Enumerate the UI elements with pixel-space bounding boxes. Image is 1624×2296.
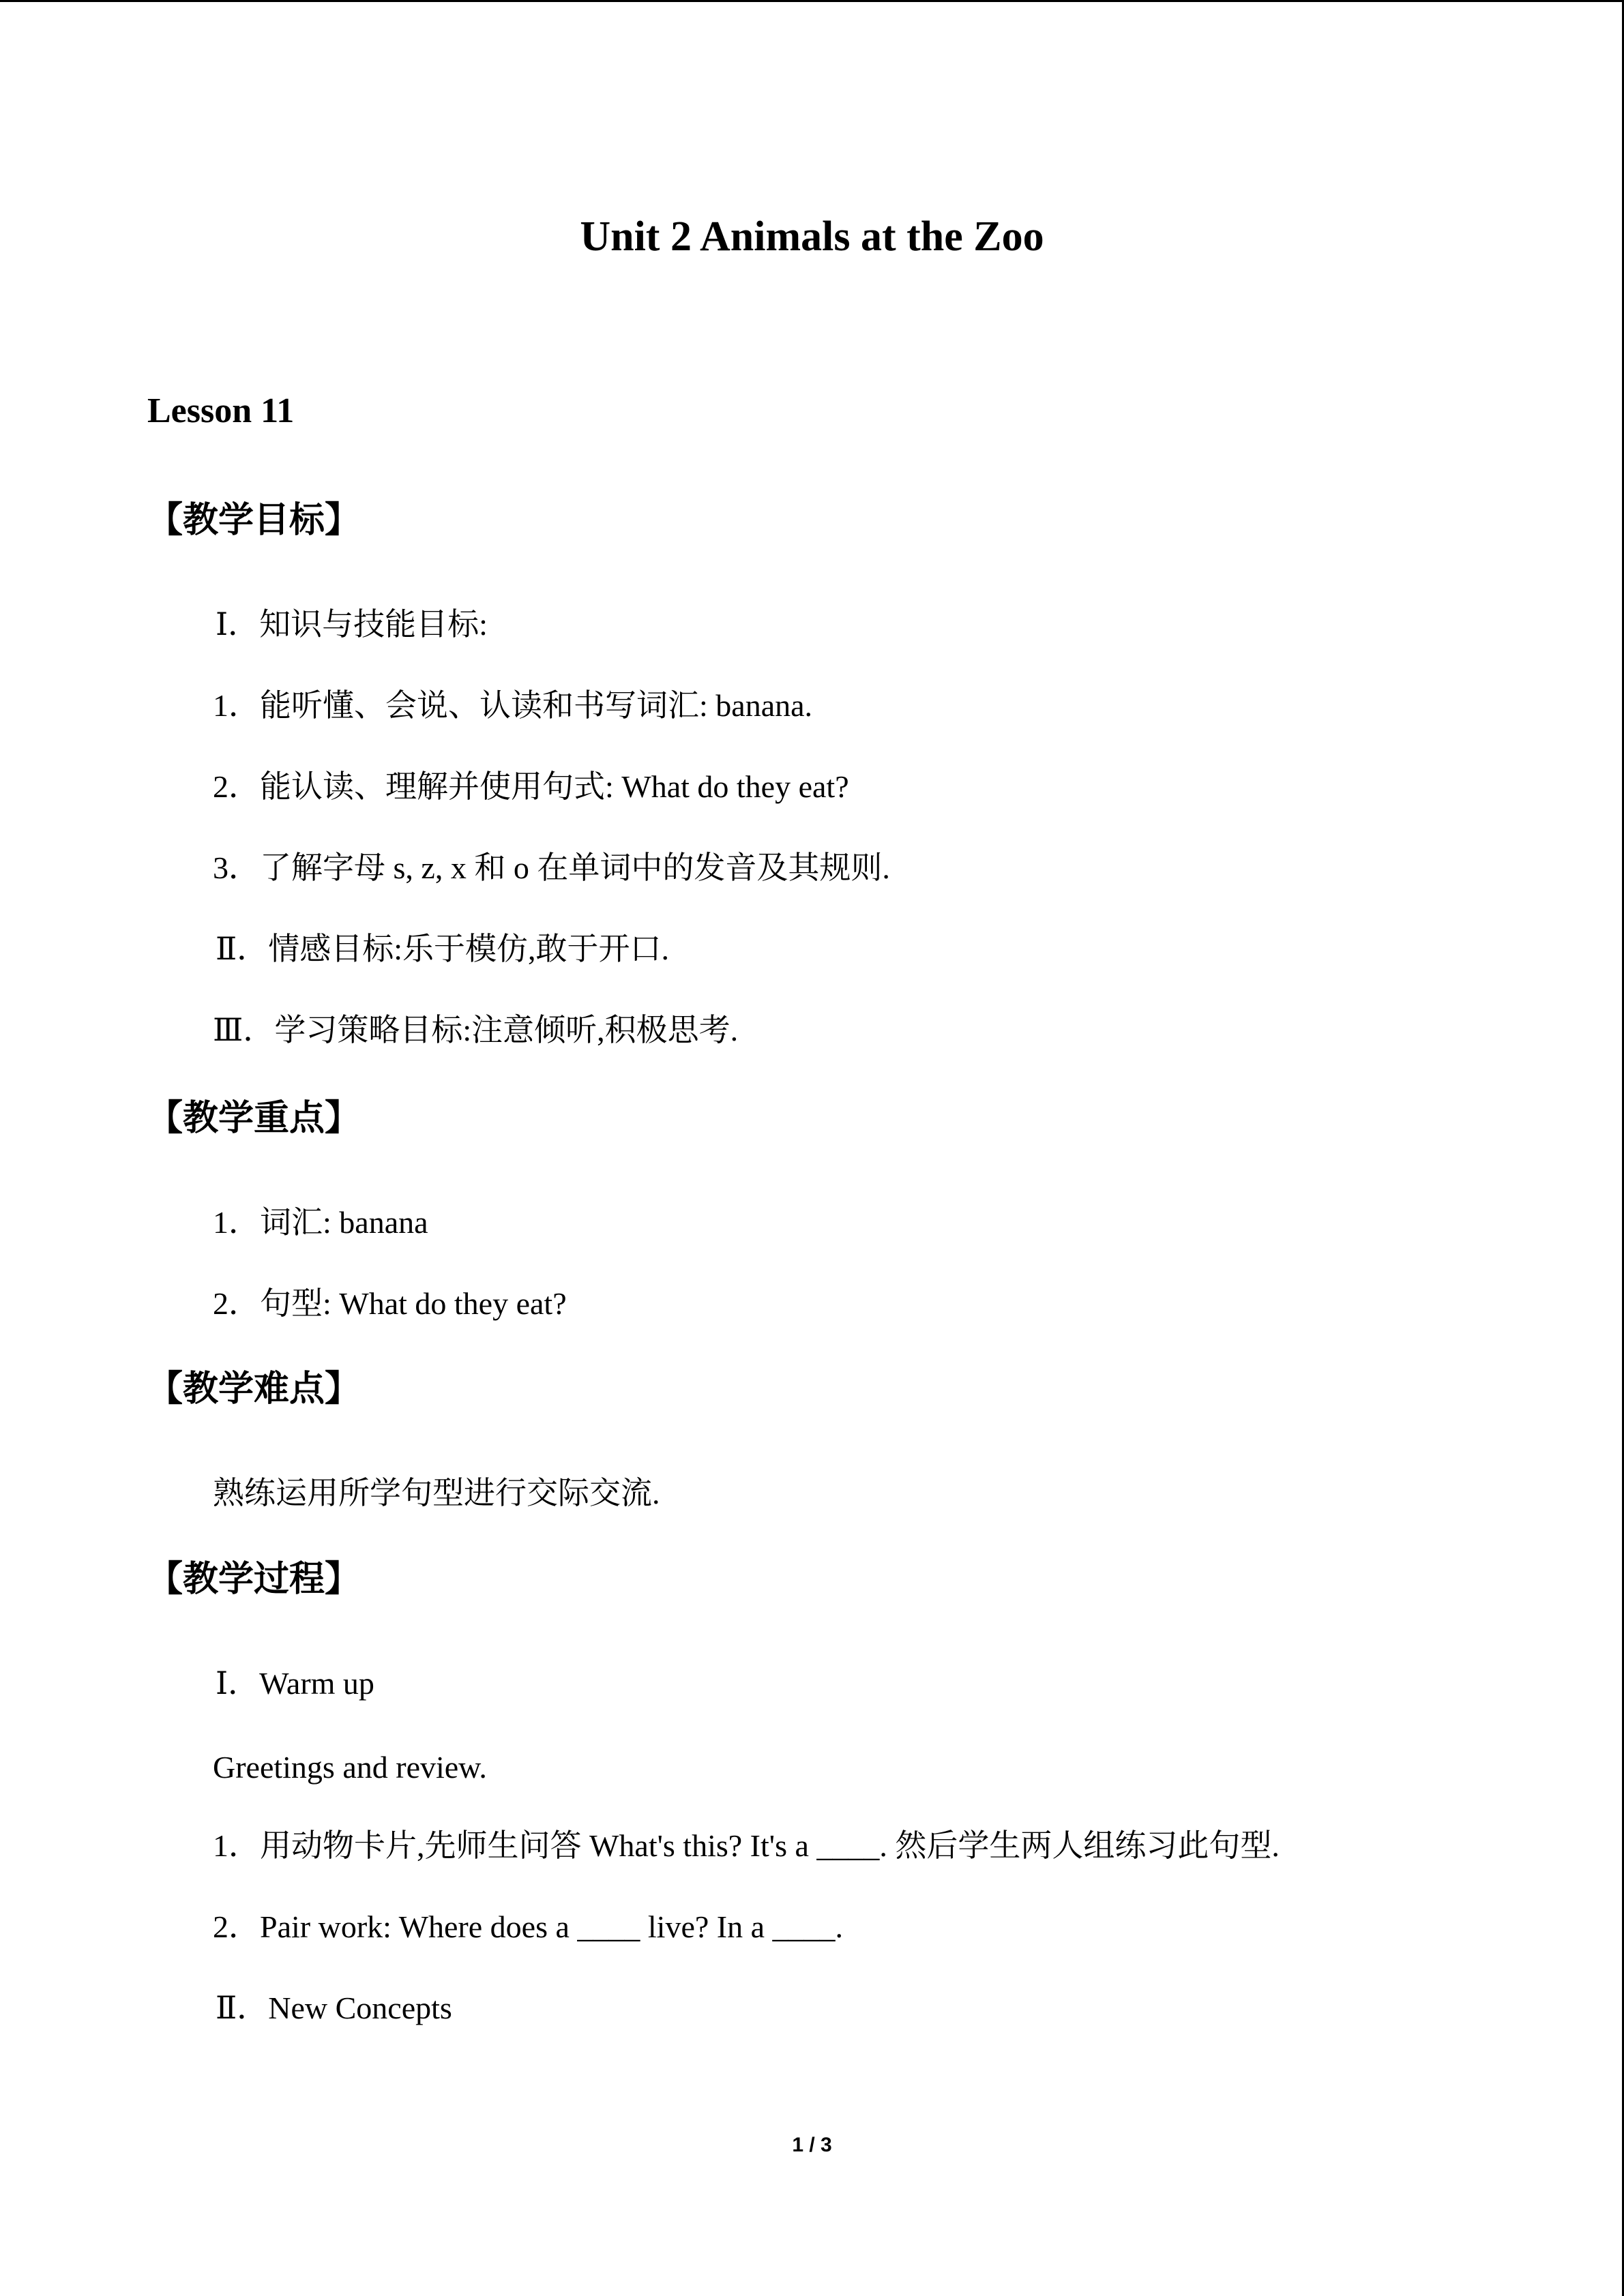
process-line: 2．Pair work: Where does a ____ live? In a ____. — [213, 1909, 844, 1944]
section-heading-key-points: 【教学重点】 — [147, 1098, 361, 1139]
objective-line: 3．了解字母 s, z, x 和 o 在单词中的发音及其规则. — [213, 850, 890, 885]
process-line: 1．用动物卡片,先师生问答 What's this? It's a ____. 然后学生两人组练习此句型. — [213, 1828, 1280, 1863]
objective-line: Ⅰ．知识与技能目标: — [216, 607, 488, 642]
lesson-heading: Lesson 11 — [147, 391, 295, 430]
process-line: Ⅱ．New Concepts — [216, 1991, 452, 2025]
key-point-line: 2．句型: What do they eat? — [213, 1286, 567, 1321]
section-heading-difficulties: 【教学难点】 — [147, 1369, 361, 1410]
page-number: 1 / 3 — [792, 2134, 832, 2156]
objective-line: 2．能认读、理解并使用句式: What do they eat? — [213, 769, 849, 804]
difficulty-line: 熟练运用所学句型进行交际交流. — [213, 1476, 660, 1510]
objective-line: Ⅱ．情感目标:乐于模仿,敢于开口. — [216, 931, 670, 966]
objective-line: Ⅲ．学习策略目标:注意倾听,积极思考. — [213, 1013, 739, 1047]
process-line: Ⅰ．Warm up — [216, 1666, 374, 1701]
section-heading-process: 【教学过程】 — [147, 1559, 361, 1600]
document-title: Unit 2 Animals at the Zoo — [580, 213, 1044, 260]
key-point-line: 1．词汇: banana — [213, 1205, 428, 1240]
objective-line: 1．能听懂、会说、认读和书写词汇: banana. — [213, 688, 813, 723]
process-line: Greetings and review. — [213, 1750, 487, 1785]
section-heading-objectives: 【教学目标】 — [147, 500, 361, 541]
